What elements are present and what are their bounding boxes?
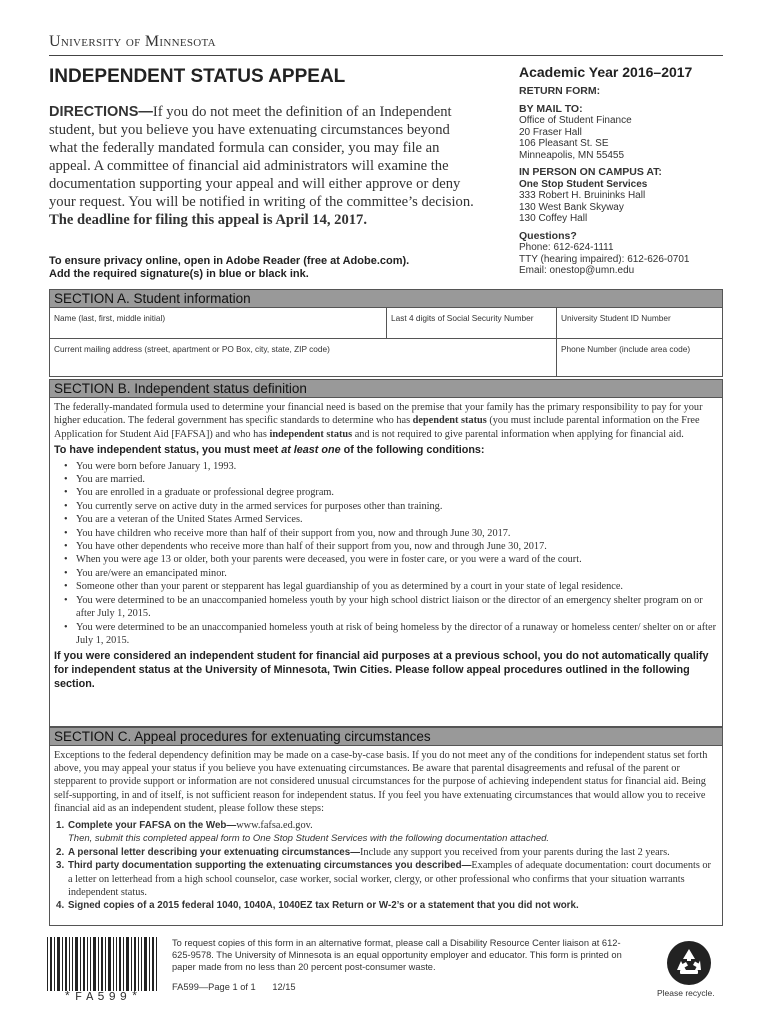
ssn-field[interactable] — [387, 308, 556, 338]
ssn-label: Last 4 digits of Social Security Number — [391, 313, 534, 323]
privacy-line-2: Add the required signature(s) in blue or black ink. — [49, 268, 309, 280]
university-name: University of Minnesota — [49, 33, 216, 50]
step-item — [54, 846, 717, 859]
campus-line: 130 West Bank Skyway — [519, 201, 624, 213]
return-form-heading: RETURN FORM: — [519, 85, 601, 97]
section-c-intro: Exceptions to the federal dependency definition may be made on a case-by-case basis. If you do not meet any of the conditions for independent status set forth above, you may appeal your status if you believe you have extenuating circumstances. Be aware that parental disagreements and refusal of the parent or stepparent to provide support or information are not considered unusual circumstances for the purpose of achieving independent status for financial aid. Being self-supporting, in and of itself, is not sufficient reason for independent status. If you feel you have extenuating circumstances that would allow you to receive financial aid as an independent student, please follow these steps: — [54, 750, 708, 814]
directions-text: If you do not meet the definition of an Independent student, but you believe you have extenuating circumstances beyond what the federally mandated formula can consider, you may file an appeal. A committee of financial aid administrators will examine the documentation supporting your appeal and will either approve or deny your request. You will be notified in writing of the committee’s decision. — [49, 104, 474, 210]
step-title: Third party documentation supporting the extenuating circumstances you described— — [68, 860, 472, 872]
barcode — [45, 937, 159, 991]
section-a-heading: SECTION A. Student information — [49, 289, 723, 308]
deadline-text: The deadline for filing this appeal is April 14, 2017. — [49, 212, 367, 228]
campus-line: 130 Coffey Hall — [519, 213, 588, 224]
name-field[interactable] — [50, 308, 386, 338]
step-text: www.fafsa.ed.gov. — [236, 820, 313, 832]
student-id-field[interactable] — [557, 308, 722, 338]
step-number: 1. — [56, 820, 65, 832]
section-c-heading: SECTION C. Appeal procedures for extenuating circumstances — [49, 727, 723, 746]
questions-heading: Questions? — [519, 229, 577, 242]
student-info-table — [49, 308, 723, 377]
step-text: Include any support you received from your parents during the last 2 years. — [360, 846, 670, 858]
condition-item: • You have children who receive more than half of their support from you, now and through June 30, 2017. — [54, 527, 717, 540]
condition-item: • You are a veteran of the United States Armed Services. — [54, 513, 717, 526]
recycle-icon — [666, 940, 712, 986]
form-footer-id — [172, 982, 296, 992]
intro-text: (you must include parental information on the Free Application for Student Aid [FAFSA]) and who has — [54, 415, 700, 440]
mail-line: Minneapolis, MN 55455 — [519, 149, 625, 161]
condition-item: • You are enrolled in a graduate or professional degree program. — [54, 486, 717, 499]
form-id: FA599—Page 1 of 1 — [172, 982, 256, 992]
academic-year: Academic Year 2016–2017 — [519, 64, 693, 80]
phone-label: Phone Number (include area code) — [561, 344, 691, 354]
address-field[interactable] — [50, 339, 556, 376]
directions — [49, 103, 481, 229]
conditions-list — [54, 460, 717, 648]
mail-heading: BY MAIL TO: — [519, 102, 583, 115]
step-number: 3. — [56, 860, 65, 872]
condition-item: • You were determined to be an unaccompanied homeless youth at risk of being homeless by the director of a runaway or homeless center/ shelter on or after July 1, 2015. — [54, 621, 717, 648]
phone-line: Phone: 612-624-1111 — [519, 242, 614, 253]
step-note: Then, submit this completed appeal form to One Stop Student Services with the following documentation attached. — [68, 833, 550, 845]
campus-heading: IN PERSON ON CAMPUS AT: — [519, 166, 662, 178]
section-b-intro — [54, 401, 717, 441]
header-rule — [49, 55, 723, 56]
condition-item: • You were determined to be an unaccompanied homeless youth by your high school district liaison or the director of an emergency shelter program on or after July 1, 2015. — [54, 594, 717, 621]
condition-item: • You are/were an emancipated minor. — [54, 567, 717, 580]
privacy-note — [49, 255, 489, 281]
step-title: Signed copies of a 2015 federal 1040, 1040A, 1040EZ tax Return or W-2’s or a statement that you did not work. — [68, 900, 579, 912]
tty-line: TTY (hearing impaired): 612-626-0701 — [519, 253, 690, 265]
campus-name: One Stop Student Services — [519, 178, 648, 190]
form-title: INDEPENDENT STATUS APPEAL — [49, 66, 346, 87]
condition-item: • You have other dependents who receive more than half of their support from you, now and through June 30, 2017. — [54, 540, 717, 553]
independent-status-term: independent status — [269, 428, 353, 440]
step-number: 2. — [56, 846, 65, 858]
intro-text: and is not required to give parental information when applying for financial aid. — [352, 428, 684, 440]
student-id-label: University Student ID Number — [561, 313, 671, 323]
directions-label: DIRECTIONS— — [49, 104, 153, 120]
mail-line: 20 Fraser Hall — [519, 126, 582, 138]
step-title: A personal letter describing your extenuating circumstances— — [68, 846, 360, 858]
condition-item: • Someone other than your parent or stepparent has legal guardianship of you as determined by a court in your state of legal residence. — [54, 580, 717, 593]
section-b-heading: SECTION B. Independent status definition — [49, 379, 723, 398]
mail-line: Office of Student Finance — [519, 115, 632, 126]
lead-text: To have independent status, you must meet — [54, 444, 282, 457]
condition-item: • You currently serve on active duty in the armed services for purposes other than training. — [54, 500, 717, 513]
lead-emphasis: at least one — [281, 444, 341, 457]
intro-text: The federally-mandated formula used to determine your financial need is based on the premise that your family has the primary responsibility to pay for your higher education. The federal government has specific standards to determine who has — [54, 402, 703, 427]
step-item — [54, 819, 717, 846]
step-item — [54, 899, 717, 912]
barcode-text: *FA599* — [63, 990, 143, 1004]
lead-text: of the following conditions: — [340, 444, 485, 457]
conditions-lead — [54, 444, 717, 457]
step-title: Complete your FAFSA on the Web— — [68, 820, 237, 832]
step-text: Examples of adequate documentation: court documents or a letter on letterhead from a high school counselor, case worker, social worker, clergy, or other professional who confirms that your situation warrants independent status. — [68, 860, 711, 899]
step-item — [54, 859, 717, 899]
name-label: Name (last, first, middle initial) — [54, 313, 166, 323]
dependent-status-term: dependent status — [412, 415, 487, 427]
campus-line: 333 Robert H. Bruininks Hall — [519, 190, 646, 201]
condition-item: • When you were age 13 or older, both your parents were deceased, you were in foster care, or you were a ward of the court. — [54, 553, 717, 566]
step-number: 4. — [56, 900, 65, 912]
privacy-line-1: To ensure privacy online, open in Adobe Reader (free at Adobe.com). — [49, 255, 410, 267]
recycle-text: Please recycle. — [657, 988, 715, 998]
condition-item: • You were born before January 1, 1993. — [54, 460, 717, 473]
return-form-block — [519, 86, 729, 277]
mail-line: 106 Pleasant St. SE — [519, 138, 609, 149]
section-b-body — [49, 398, 723, 727]
address-label: Current mailing address (street, apartment or PO Box, city, state, ZIP code) — [54, 344, 330, 354]
steps-list — [54, 819, 717, 913]
email-line: Email: onestop@umn.edu — [519, 265, 635, 276]
alternative-format-notice: To request copies of this form in an alternative format, please call a Disability Resource Center liaison at 612-625-9578. The University of Minnesota is an equal opportunity employer and educator. This form is printed on paper made from no less than 20 percent post-consumer waste. — [172, 938, 622, 972]
form-date: 12/15 — [272, 982, 296, 992]
condition-item: • You are married. — [54, 473, 717, 486]
phone-field[interactable] — [557, 339, 722, 376]
section-c-body — [49, 746, 723, 926]
previous-school-note: If you were considered an independent student for financial aid purposes at a previous school, you do not automatically qualify for independent status at the University of Minnesota, Twin Cities. Please follow appeal procedures outlined in the following section. — [54, 650, 709, 691]
